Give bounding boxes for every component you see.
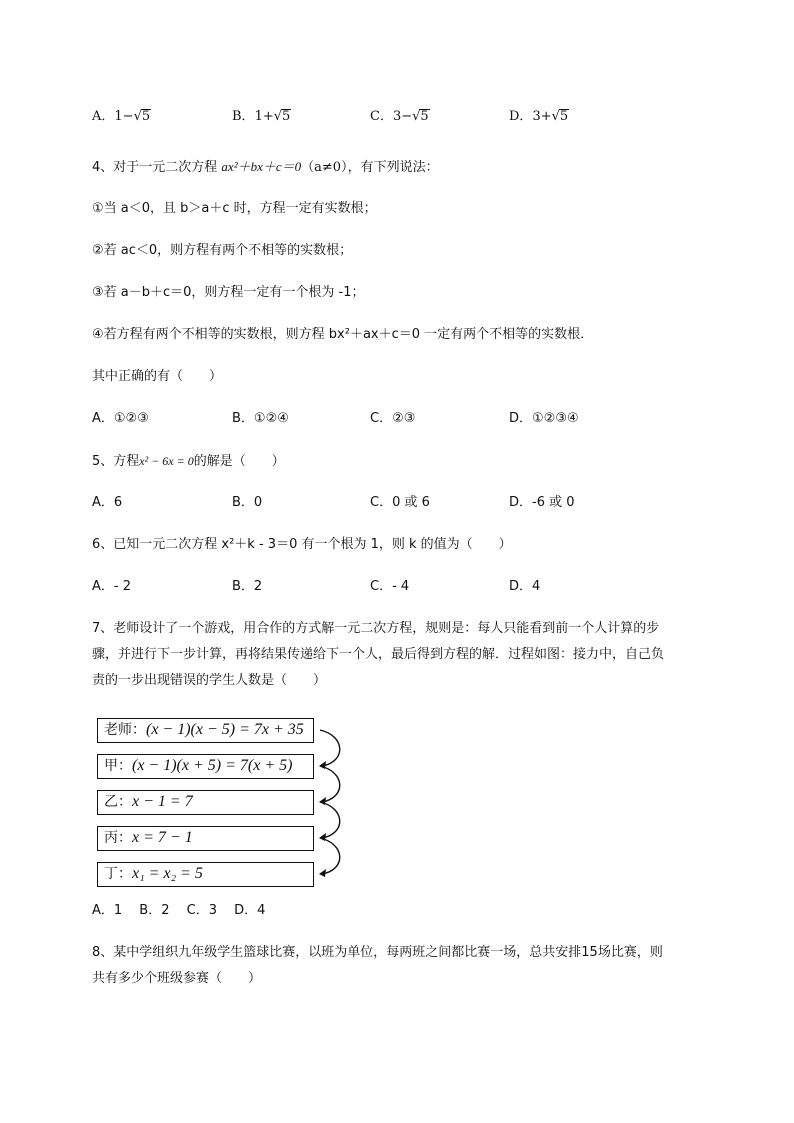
relay-step-ding: 丁：x₁ = x₂ = 5 <box>97 862 314 887</box>
relay-arrow-3 <box>320 802 340 838</box>
q3-options <box>92 108 712 126</box>
q4-option-c[interactable]: C．②③ <box>370 411 416 426</box>
q4-statement-4: ④若方程有两个不相等的实数根，则方程 bx²＋ax＋c＝0 一定有两个不相等的实数根． <box>92 327 594 342</box>
q4-options <box>92 410 712 428</box>
q3-option-d[interactable]: D．3+√5 <box>509 109 569 124</box>
relay-arrows <box>310 718 350 888</box>
q6-stem: 6、已知一元二次方程 x²＋k - 3＝0 有一个根为 1，则 k 的值为（ ） <box>92 537 512 552</box>
q3-option-b[interactable]: B．1+√5 <box>232 109 291 124</box>
q3-option-c[interactable]: C．3−√5 <box>370 109 429 124</box>
relay-arrow-4 <box>320 838 340 874</box>
q4-statement-2: ②若 ac＜0，则方程有两个不相等的实数根； <box>92 243 353 258</box>
q5-options <box>92 494 712 512</box>
q7-stem-line-1: 7、老师设计了一个游戏，用合作的方式解一元二次方程，规则是：每人只能看到前一个人计算的步 <box>92 621 660 636</box>
relay-arrow-2 <box>320 766 340 802</box>
q8-stem-line-2: 共有多少个班级参赛（ ） <box>92 971 262 986</box>
q4-option-b[interactable]: B．①②④ <box>232 411 289 426</box>
q8-stem-line-1: 8、某中学组织九年级学生篮球比赛，以班为单位，每两班之间都比赛一场，总共安排15场比赛，则 <box>92 945 663 960</box>
q7-options: A．1 B．2 C．3 D．4 <box>92 903 266 918</box>
q5-option-c[interactable]: C．0 或 6 <box>370 495 430 510</box>
q4-statement-1: ①当 a＜0，且 b＞a＋c 时，方程一定有实数根； <box>92 201 377 216</box>
q4-option-d[interactable]: D．①②③④ <box>509 411 579 426</box>
relay-arrow-1 <box>320 730 340 766</box>
q5-option-d[interactable]: D．-6 或 0 <box>509 495 575 510</box>
q4-statement-3: ③若 a－b＋c＝0，则方程一定有一个根为 -1； <box>92 285 365 300</box>
relay-arrowhead-1 <box>319 761 326 769</box>
q6-options <box>92 578 712 596</box>
relay-step-yi: 乙：x − 1 = 7 <box>97 790 314 815</box>
relay-arrowhead-3 <box>319 833 326 841</box>
q6-option-c[interactable]: C．- 4 <box>370 579 410 594</box>
q5-option-a[interactable]: A．6 <box>92 495 123 510</box>
q7-stem-line-3: 责的一步出现错误的学生人数是（ ） <box>92 673 327 688</box>
q4-option-a[interactable]: A．①②③ <box>92 411 149 426</box>
q6-option-a[interactable]: A．- 2 <box>92 579 131 594</box>
q6-option-d[interactable]: D．4 <box>509 579 541 594</box>
relay-step-bing: 丙：x = 7 − 1 <box>97 826 314 851</box>
q4-stem: 4、对于一元二次方程 ax²＋bx＋c＝0（a≠0），有下列说法： <box>92 159 439 175</box>
q5-option-b[interactable]: B．0 <box>232 495 263 510</box>
relay-step-teacher: 老师：(x − 1)(x − 5) = 7x + 35 <box>97 718 314 743</box>
q6-option-b[interactable]: B．2 <box>232 579 263 594</box>
relay-arrowhead-4 <box>319 869 326 877</box>
q4-question: 其中正确的有（ ） <box>92 369 223 384</box>
q7-stem-line-2: 骤，并进行下一步计算，再将结果传递给下一个人，最后得到方程的解．过程如图：接力中，自己负 <box>92 647 665 662</box>
relay-arrowhead-2 <box>319 797 326 805</box>
relay-step-jia: 甲：(x − 1)(x + 5) = 7(x + 5) <box>97 754 314 779</box>
q5-stem: 5、方程x² − 6x = 0的解是（ ） <box>92 454 285 469</box>
q3-option-a[interactable]: A．1−√5 <box>92 109 151 124</box>
